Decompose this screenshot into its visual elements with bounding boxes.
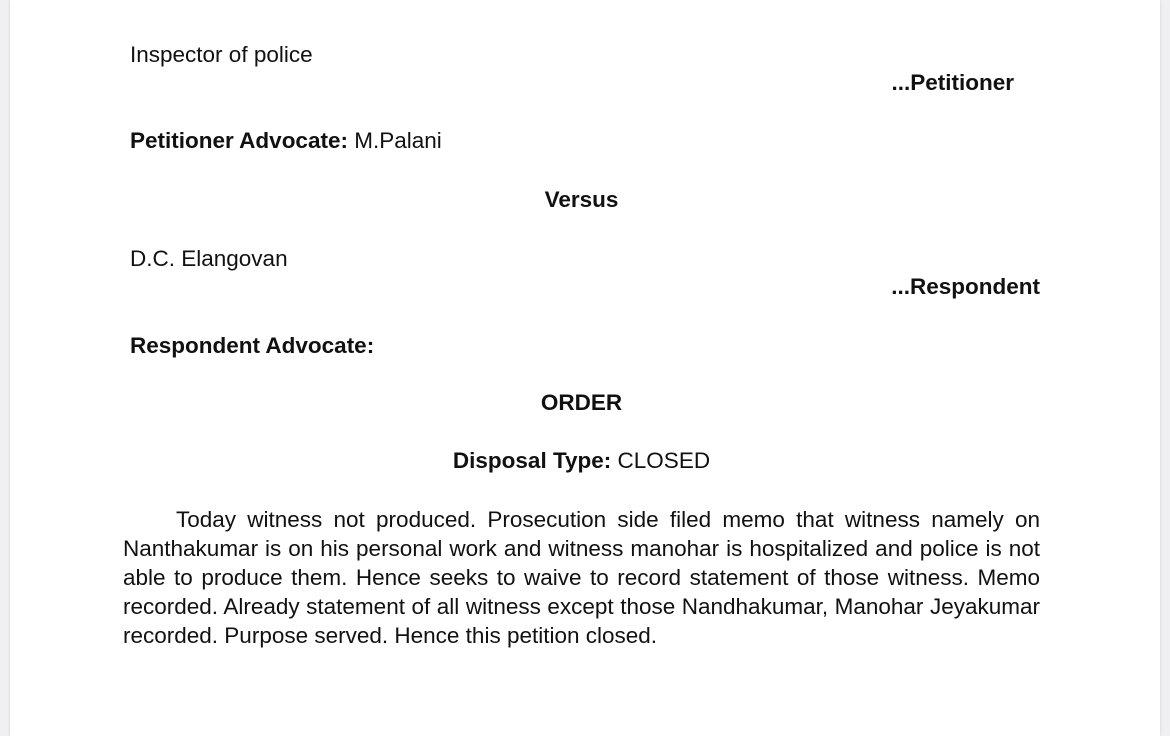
respondent-role: ...Respondent (891, 274, 1040, 299)
document-page (10, 0, 1160, 736)
disposal-type-label: Disposal Type: (452, 448, 612, 473)
petitioner-advocate-label: Petitioner Advocate: (130, 128, 348, 153)
petitioner-advocate-line (130, 127, 442, 155)
petitioner-advocate-name: M.Palani (347, 128, 442, 153)
document-content (10, 0, 1160, 736)
disposal-type-line (10, 447, 1153, 475)
petitioner-name: Inspector of police (130, 42, 313, 67)
disposal-type-value: CLOSED (611, 448, 711, 473)
versus-heading: Versus (544, 187, 619, 212)
petitioner-role: ...Petitioner (891, 70, 1014, 95)
order-body-paragraph: Today witness not produced. Prosecution side filed memo that witness namely on Nanthakumar is on his personal work and witness manohar is hospitalized and police is not able to produce them. Hence seeks to waive to record statement of those witness. Memo recorded. Already statement of all witness except those Nandhakumar, Manohar Jeyakumar recorded. Purpose served. Hence this petition closed. (123, 507, 1040, 648)
respondent-name: D.C. Elangovan (130, 246, 288, 271)
order-heading: ORDER (540, 390, 623, 415)
respondent-advocate-label: Respondent Advocate: (130, 333, 375, 358)
